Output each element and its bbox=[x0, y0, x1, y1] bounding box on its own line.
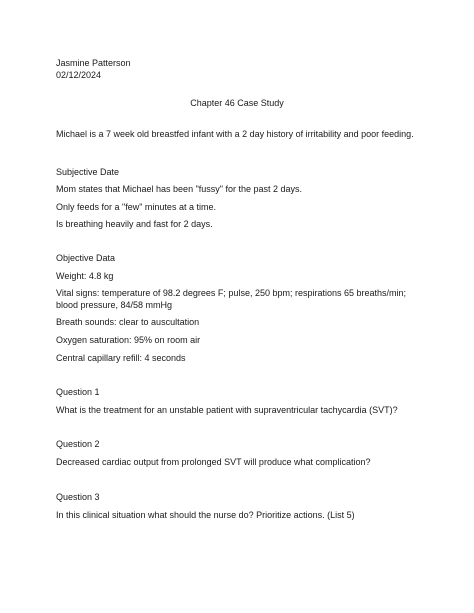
case-intro: Michael is a 7 week old breastfed infant with a 2 day history of irritability and poor feeding. bbox=[56, 129, 414, 139]
document-title: Chapter 46 Case Study bbox=[190, 98, 284, 108]
question-text: Decreased cardiac output from prolonged SVT will produce what complication? bbox=[56, 457, 371, 467]
question-label: Question 2 bbox=[56, 439, 100, 449]
document-date: 02/12/2024 bbox=[56, 70, 102, 80]
objective-item: Vital signs: temperature of 98.2 degrees F; pulse, 250 bpm; respirations 65 breaths/min; blood pressure, 84/58 mmHg bbox=[56, 288, 407, 310]
subjective-item: Is breathing heavily and fast for 2 days. bbox=[56, 219, 213, 229]
objective-item: Central capillary refill: 4 seconds bbox=[56, 353, 186, 363]
question-text: What is the treatment for an unstable patient with supraventricular tachycardia (SVT)? bbox=[56, 405, 398, 415]
objective-item: Weight: 4.8 kg bbox=[56, 271, 114, 281]
question-label: Question 3 bbox=[56, 492, 100, 502]
objective-item: Breath sounds: clear to auscultation bbox=[56, 317, 200, 327]
subjective-item: Only feeds for a "few" minutes at a time. bbox=[56, 202, 216, 212]
objective-item: Oxygen saturation: 95% on room air bbox=[56, 335, 201, 345]
question-text: In this clinical situation what should the nurse do? Prioritize actions. (List 5) bbox=[56, 510, 355, 520]
question-label: Question 1 bbox=[56, 387, 100, 397]
subjective-item: Mom states that Michael has been "fussy" for the past 2 days. bbox=[56, 184, 303, 194]
objective-heading: Objective Data bbox=[56, 253, 116, 263]
author-name: Jasmine Patterson bbox=[56, 58, 131, 68]
subjective-heading: Subjective Date bbox=[56, 167, 120, 177]
